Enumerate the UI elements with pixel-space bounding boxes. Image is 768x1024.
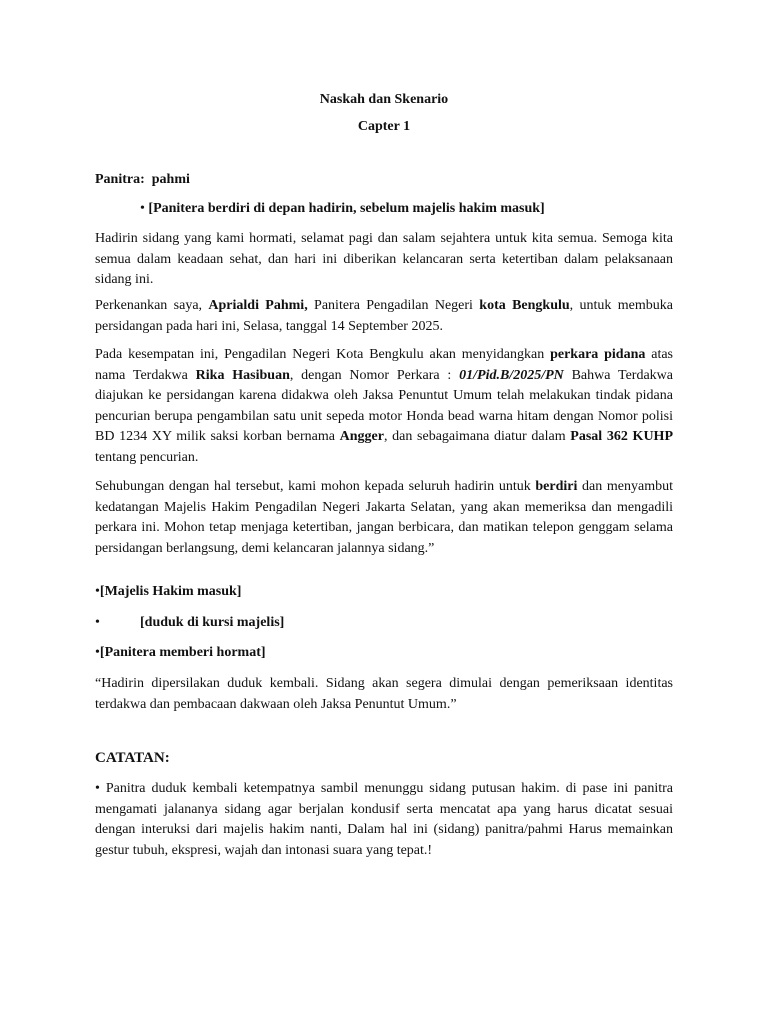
notes-text: Panitra duduk kembali ketempatnya sambil menunggu sidang putusan hakim. di pase ini panitra mengamati jalananya sidang agar berjalan kondusif serta mencatat apa yang harus dicatat sesuai dengan interuksi dari majelis hakim nanti, Dalam hal ini (sidang) panitra/pahmi Harus memainkan gestur tubuh, ekspresi, wajah dan intonasi suara yang tepat.! <box>95 781 673 858</box>
p3-text-4: Bahwa Terdakwa diajukan ke persidangan karena didakwa oleh Jaksa Penuntut Umum telah melakukan tindak pidana pencurian berupa pengambilan satu unit sepeda motor Honda bead warna hitam dengan Nomor polisi BD 1234 XY milik saksi korban bernama <box>95 367 673 444</box>
victim-name: Angger <box>339 429 384 444</box>
stage-direction-3-text: [duduk di kursi majelis] <box>140 615 285 630</box>
p2-text-2: Panitera Pengadilan Negeri <box>307 298 480 313</box>
p3-text-1: Pada kesempatan ini, Pengadilan Negeri Kota Bengkulu akan menyidangkan <box>95 347 551 362</box>
paragraph-notes <box>95 779 673 861</box>
defendant-name: Rika Hasibuan <box>195 367 290 383</box>
p4-text-2: dan menyambut kedatangan Majelis Hakim Pengadilan Negeri Jakarta Selatan, yang akan memeriksa dan mengadili perkara ini. Mohon tetap menjaga ketertiban, jangan berbicara, dan matikan telepon genggam selama persidangan berlangsung, demi kelancaran jalannya sidang.” <box>95 479 673 556</box>
court-city: kota Bengkulu <box>479 298 570 313</box>
p3-text-3: , dengan Nomor Perkara : <box>289 367 460 383</box>
stand-word: berdiri <box>535 479 578 494</box>
stage-direction-4 <box>95 643 266 663</box>
p2-text-3: , untuk membuka persidangan pada hari ini, Selasa, tanggal 14 September 2025. <box>95 298 673 334</box>
paragraph-be-seated: “Hadirin dipersilakan duduk kembali. Sidang akan segera dimulai dengan pemeriksaan identitas terdakwa dan pembacaan dakwaan oleh Jaksa Penuntut Umum.” <box>95 676 673 712</box>
speaker-line <box>95 170 190 190</box>
case-type: perkara pidana <box>550 347 646 362</box>
bullet-icon: • <box>95 584 100 599</box>
stage-direction-1-text: [Panitera berdiri di depan hadirin, sebelum majelis hakim masuk] <box>148 201 545 216</box>
paragraph-rise-request <box>95 477 673 559</box>
bullet-icon: • <box>95 645 100 660</box>
paragraph-introduction <box>95 296 673 337</box>
stage-direction-4-text: [Panitera memberi hormat] <box>99 645 266 660</box>
legal-article: Pasal 362 KUHP <box>570 429 673 444</box>
speaker-label: Panitra: <box>95 172 145 187</box>
p2-text-1: Perkenankan saya, <box>95 298 209 313</box>
notes-heading: CATATAN: <box>95 750 170 766</box>
document-title: Naskah dan Skenario <box>319 92 449 107</box>
case-number: 01/Pid.B/2025/PN <box>459 367 564 383</box>
p3-text-5: , dan sebagaimana diatur dalam <box>383 429 571 444</box>
paragraph-case-details <box>95 345 673 468</box>
stage-direction-2-text: [Majelis Hakim masuk] <box>99 584 242 599</box>
paragraph-greeting: Hadirin sidang yang kami hormati, selamat pagi dan salam sejahtera untuk kita semua. Semoga kita semua dalam keadaan sehat, dan hari ini diberikan kelancaran serta ketertiban dalam pelaksanaan sidang ini. <box>95 231 673 287</box>
speaker-name: pahmi <box>151 172 190 187</box>
p4-text-1: Sehubungan dengan hal tersebut, kami mohon kepada seluruh hadirin untuk <box>95 479 536 494</box>
stage-direction-3 <box>95 613 100 633</box>
bullet-icon: • <box>95 781 100 796</box>
stage-direction-1 <box>140 199 545 219</box>
clerk-name: Aprialdi Pahmi, <box>208 298 308 313</box>
bullet-icon: • <box>140 201 145 216</box>
chapter-title: Capter 1 <box>357 119 411 134</box>
p3-text-6: tentang pencurian. <box>95 449 199 465</box>
p3-text-2: atas nama Terdakwa <box>95 347 674 383</box>
bullet-icon: • <box>95 615 100 630</box>
stage-direction-2 <box>95 582 241 602</box>
